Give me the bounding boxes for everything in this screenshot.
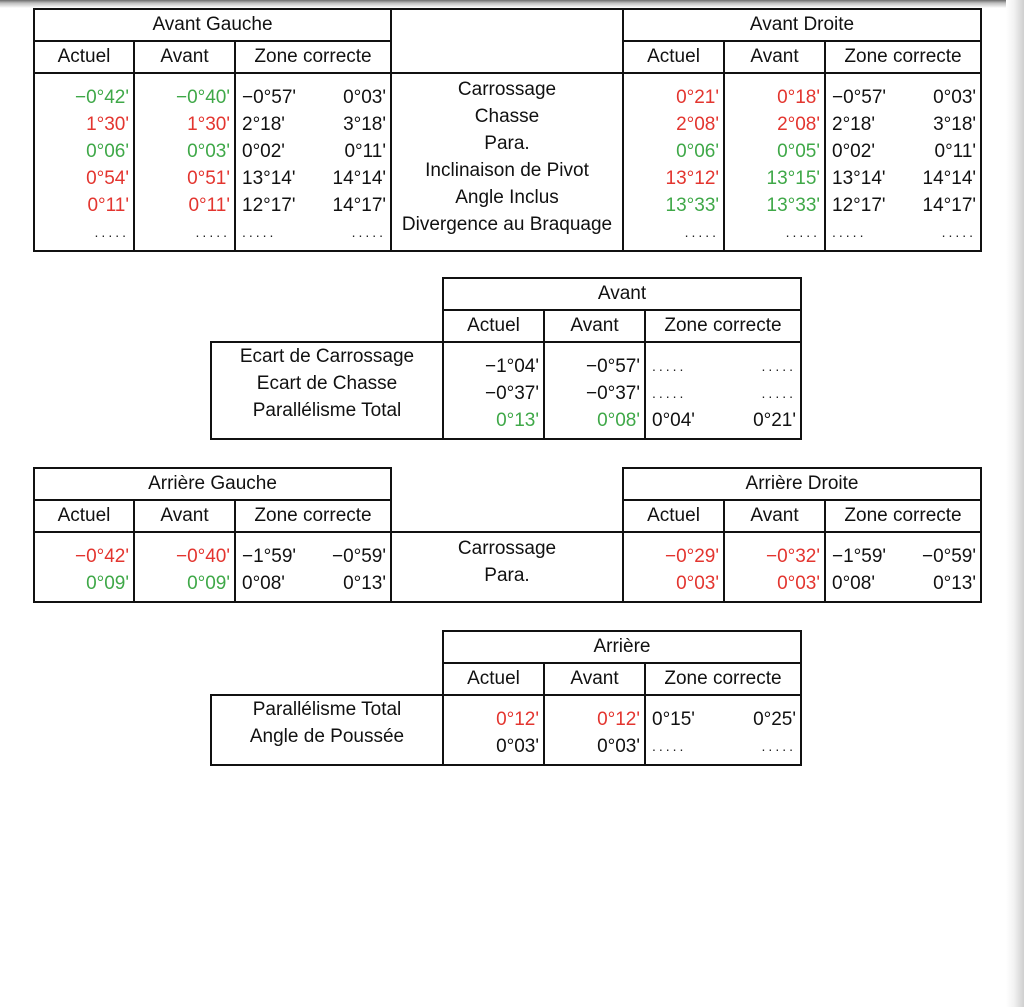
value-cell: 0°03': [187, 141, 230, 162]
front-left-zone-values: [235, 73, 391, 251]
front-summary-zone-values: [645, 342, 801, 439]
rear-right-col-actuel: Actuel: [623, 500, 724, 532]
rear-left-col-zone: Zone correcte: [235, 500, 391, 532]
zone-max: −0°59': [921, 546, 977, 567]
value-cell: −0°29': [664, 546, 720, 567]
rear-summary-col-avant: Avant: [544, 663, 645, 695]
zone-min: 0°08': [242, 573, 285, 594]
zone-min: 0°15': [652, 709, 695, 730]
zone-min: 12°17': [242, 195, 296, 216]
zone-max: .....: [761, 358, 796, 374]
value-cell: 0°06': [676, 141, 720, 162]
rear-summary-avant-values: [544, 695, 645, 765]
zone-max: 14°17': [922, 195, 977, 216]
value-cell: 1°30': [86, 114, 129, 135]
front-left-col-zone: Zone correcte: [235, 41, 391, 73]
front-summary-col-zone: Zone correcte: [645, 310, 801, 342]
value-cell: 0°09': [86, 573, 129, 594]
zone-min: −0°57': [832, 87, 887, 108]
front-right-actuel-values: [623, 73, 724, 251]
rear-summary-zone-values: [645, 695, 801, 765]
front-summary-title: Avant: [443, 278, 801, 310]
rear-summary-col-actuel: Actuel: [443, 663, 544, 695]
value-cell: 13°15': [766, 168, 821, 189]
label-divergence: Divergence au Braquage: [401, 214, 613, 235]
label-ecart-carrossage: Ecart de Carrossage: [239, 346, 415, 367]
rear-right-actuel-values: [623, 532, 724, 602]
zone-min: .....: [242, 224, 277, 240]
value-cell: −0°40': [175, 87, 230, 108]
value-cell: 0°06': [86, 141, 129, 162]
value-cell: 0°54': [86, 168, 129, 189]
label-chasse: Chasse: [474, 106, 540, 127]
value-cell: 0°21': [676, 87, 720, 108]
value-cell: −0°57': [585, 356, 640, 377]
zone-max: 0°13': [933, 573, 977, 594]
zone-max: 0°11': [934, 141, 977, 162]
zone-min: 0°02': [242, 141, 285, 162]
zone-max: 3°18': [343, 114, 387, 135]
value-cell: 0°12': [597, 709, 640, 730]
rear-summary-actuel-values: [443, 695, 544, 765]
zone-max: 14°14': [332, 168, 387, 189]
zone-min: 2°18': [242, 114, 285, 135]
value-cell: −0°40': [175, 546, 230, 567]
front-summary-col-actuel: Actuel: [443, 310, 544, 342]
value-cell: 0°11': [188, 195, 230, 216]
zone-max: 0°13': [343, 573, 387, 594]
zone-min: −0°57': [242, 87, 297, 108]
label-ecart-chasse: Ecart de Chasse: [256, 373, 398, 394]
label-inclinaison: Inclinaison de Pivot: [425, 160, 589, 181]
zone-max: −0°59': [331, 546, 387, 567]
zone-min: 0°02': [832, 141, 875, 162]
rear-right-col-avant: Avant: [724, 500, 825, 532]
zone-max: 14°17': [332, 195, 387, 216]
value-cell: 13°33': [665, 195, 720, 216]
zone-min: .....: [832, 224, 867, 240]
rear-right-zone-values: [825, 532, 981, 602]
rear-wheels-table: [33, 467, 982, 603]
front-right-zone-values: [825, 73, 981, 251]
rear-left-col-avant: Avant: [134, 500, 235, 532]
zone-max: .....: [351, 224, 387, 240]
front-right-title: Avant Droite: [623, 9, 981, 41]
zone-min: −1°59': [242, 546, 297, 567]
zone-max: .....: [761, 738, 796, 754]
rear-left-col-actuel: Actuel: [34, 500, 134, 532]
front-summary-col-avant: Avant: [544, 310, 645, 342]
value-cell: −0°37': [585, 383, 640, 404]
value-cell: −0°37': [484, 383, 539, 404]
zone-max: .....: [761, 385, 796, 401]
zone-max: 0°21': [753, 410, 796, 431]
front-right-col-avant: Avant: [724, 41, 825, 73]
zone-min: 12°17': [832, 195, 886, 216]
zone-min: 0°08': [832, 573, 875, 594]
label-carrossage: Carrossage: [457, 79, 557, 100]
front-right-col-zone: Zone correcte: [825, 41, 981, 73]
value-cell: 0°03': [496, 736, 539, 757]
rear-right-col-zone: Zone correcte: [825, 500, 981, 532]
label-parallelisme-total: Parallélisme Total: [252, 699, 402, 720]
front-parameter-labels: [391, 73, 623, 251]
label-angle-inclus: Angle Inclus: [455, 187, 559, 208]
front-right-avant-values: [724, 73, 825, 251]
zone-max: 0°25': [753, 709, 796, 730]
zone-min: 2°18': [832, 114, 875, 135]
rear-summary-title: Arrière: [443, 631, 801, 663]
value-cell: 13°33': [766, 195, 821, 216]
front-left-avant-values: [134, 73, 235, 251]
label-para: Para.: [484, 133, 530, 154]
zone-max: 0°11': [344, 141, 387, 162]
front-left-actuel-values: [34, 73, 134, 251]
zone-max: 0°03': [343, 87, 387, 108]
value-cell: 0°12': [496, 709, 539, 730]
label-para: Para.: [484, 565, 530, 586]
zone-max: 0°03': [933, 87, 977, 108]
rear-left-title: Arrière Gauche: [34, 468, 391, 500]
value-cell: 0°08': [597, 410, 640, 431]
front-right-col-actuel: Actuel: [623, 41, 724, 73]
front-left-title: Avant Gauche: [34, 9, 391, 41]
value-cell: .....: [684, 224, 720, 240]
zone-min: 0°04': [652, 410, 695, 431]
zone-min: .....: [652, 358, 687, 374]
front-wheels-table: [33, 8, 982, 252]
rear-summary-labels: [211, 695, 443, 765]
rear-summary-col-zone: Zone correcte: [645, 663, 801, 695]
label-parallelisme-total: Parallélisme Total: [252, 400, 402, 421]
front-left-col-actuel: Actuel: [34, 41, 134, 73]
scan-edge-right: [1006, 0, 1024, 1007]
value-cell: −0°32': [765, 546, 821, 567]
value-cell: 13°12': [665, 168, 720, 189]
value-cell: −0°42': [74, 87, 129, 108]
value-cell: 0°05': [777, 141, 821, 162]
value-cell: 2°08': [676, 114, 720, 135]
label-carrossage: Carrossage: [457, 538, 557, 559]
value-cell: 0°51': [187, 168, 230, 189]
scan-edge-top: [0, 0, 1024, 8]
rear-right-avant-values: [724, 532, 825, 602]
value-cell: −0°42': [74, 546, 129, 567]
value-cell: 0°18': [777, 87, 821, 108]
zone-min: −1°59': [832, 546, 887, 567]
zone-min: .....: [652, 738, 687, 754]
zone-max: 3°18': [933, 114, 977, 135]
rear-right-title: Arrière Droite: [623, 468, 981, 500]
value-cell: 0°03': [676, 573, 720, 594]
front-summary-table: [210, 277, 802, 440]
rear-summary-table: [210, 630, 802, 766]
value-cell: −1°04': [484, 356, 539, 377]
value-cell: 0°13': [496, 410, 539, 431]
zone-max: 14°14': [922, 168, 977, 189]
zone-min: 13°14': [832, 168, 886, 189]
value-cell: 0°03': [597, 736, 640, 757]
value-cell: .....: [195, 224, 230, 240]
front-left-col-avant: Avant: [134, 41, 235, 73]
zone-min: .....: [652, 385, 687, 401]
value-cell: 1°30': [187, 114, 230, 135]
front-summary-avant-values: [544, 342, 645, 439]
front-summary-actuel-values: [443, 342, 544, 439]
label-angle-poussee: Angle de Poussée: [249, 726, 405, 747]
rear-parameter-labels: [391, 532, 623, 602]
zone-min: 13°14': [242, 168, 296, 189]
zone-max: .....: [941, 224, 977, 240]
value-cell: 0°09': [187, 573, 230, 594]
value-cell: 0°03': [777, 573, 821, 594]
value-cell: 2°08': [777, 114, 821, 135]
value-cell: 0°11': [87, 195, 129, 216]
value-cell: .....: [94, 224, 129, 240]
value-cell: .....: [785, 224, 821, 240]
rear-left-actuel-values: [34, 532, 134, 602]
front-summary-labels: [211, 342, 443, 439]
rear-left-avant-values: [134, 532, 235, 602]
rear-left-zone-values: [235, 532, 391, 602]
